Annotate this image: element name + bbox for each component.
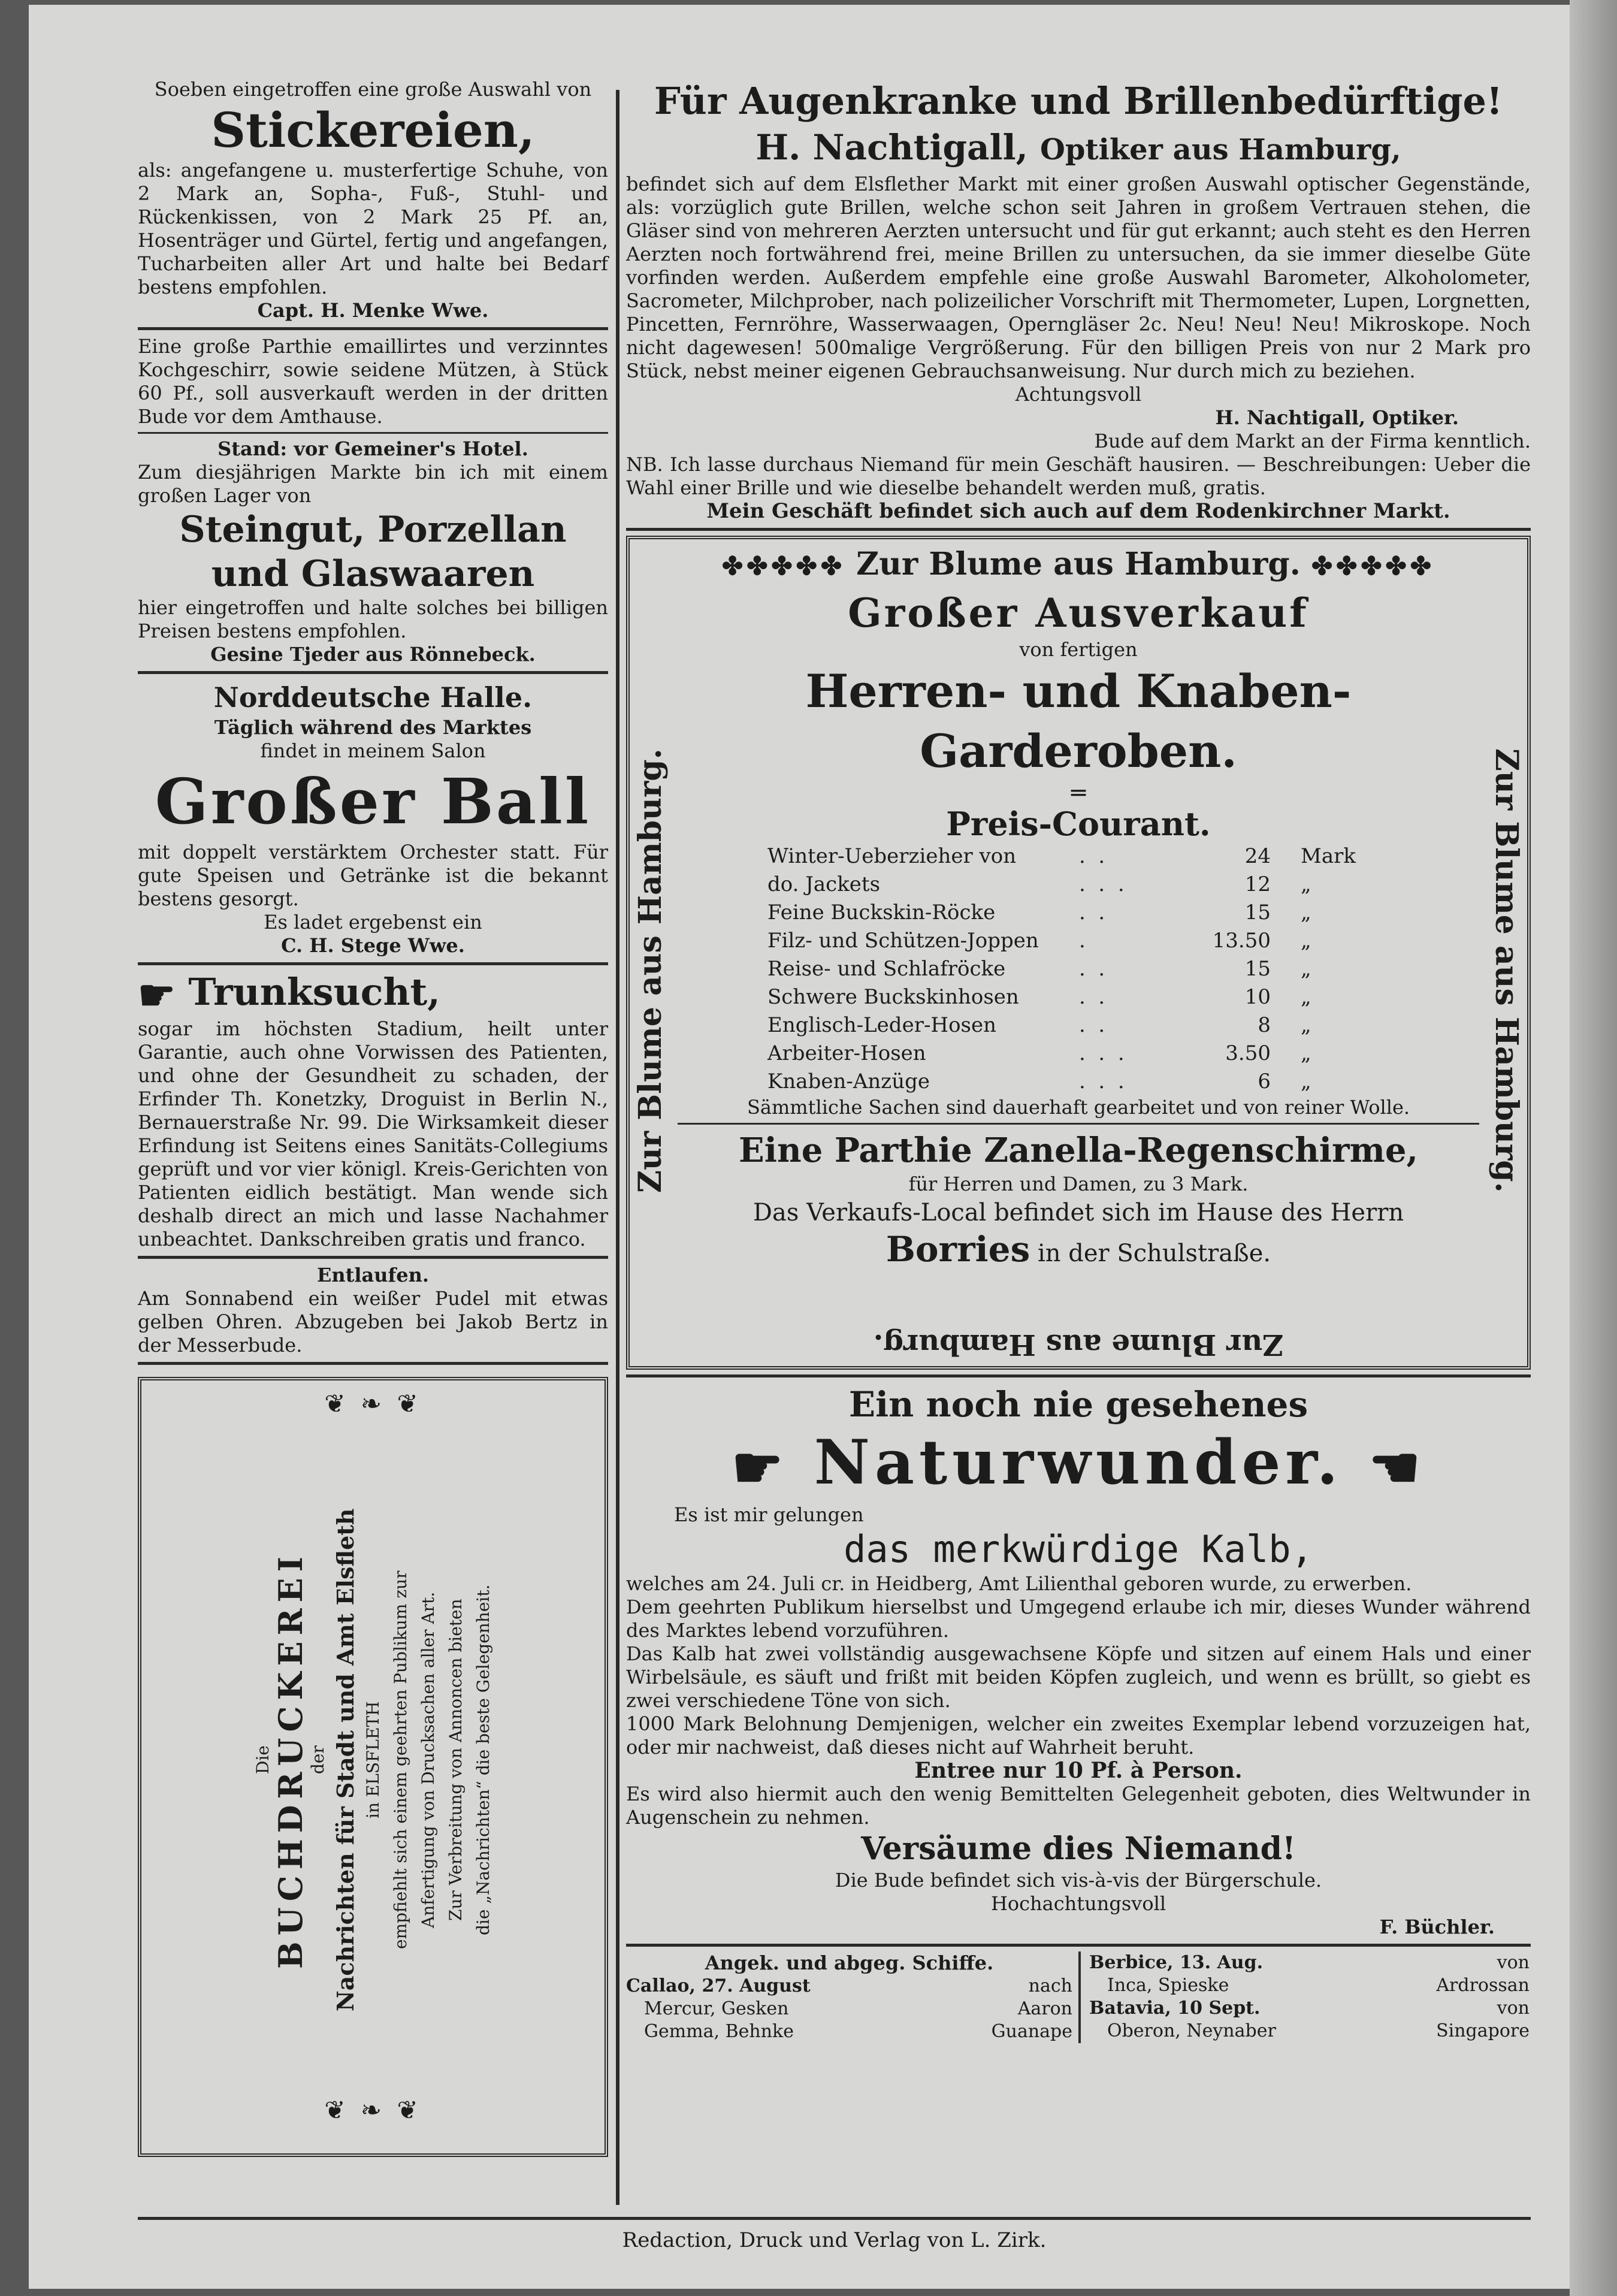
price-row: Winter-Ueberzieher von . . 24 Mark bbox=[767, 844, 1356, 868]
separator bbox=[138, 432, 608, 434]
steingut-body: hier eingetroffen und halte solches bei billigen Preisen bestens empfohlen. bbox=[138, 596, 608, 642]
separator bbox=[138, 962, 608, 965]
buchdruckerei-line5: in ELSFLETH bbox=[362, 1701, 383, 1818]
buchdruckerei-line7: Anfertigung von Drucksachen aller Art. bbox=[418, 1591, 438, 1928]
ship-row: Gemma, Behnke Guanape bbox=[644, 2021, 1072, 2043]
ship-row: Inca, Spieske Ardrossan bbox=[1107, 1975, 1530, 1996]
stickereien-title: Stickereien, bbox=[211, 102, 535, 158]
umbrella-title: Eine Parthie Zanella-Regenschirme, bbox=[739, 1131, 1418, 1170]
ornament-top-icon: ❦ ❧ ❦ bbox=[324, 1389, 422, 1418]
stickereien-signature: Capt. H. Menke Wwe. bbox=[257, 299, 489, 322]
ad-entlaufen bbox=[138, 1264, 608, 1357]
naturwunder-title: Naturwunder. bbox=[814, 1427, 1343, 1499]
naturwunder-body5: Es wird also hiermit auch den wenig Bemittelten Gelegenheit geboten, dies Weltwunder in Augenschein zu nehmen. bbox=[626, 1783, 1531, 1829]
halle-body: mit doppelt verstärktem Orchester statt. Für gute Speisen und Getränke ist die bekannt bestens gesorgt. bbox=[138, 841, 608, 910]
halle-line2: findet in meinem Salon bbox=[260, 739, 486, 762]
naturwunder-top: Ein noch nie gesehenes bbox=[848, 1384, 1308, 1425]
buchdruckerei-line4: Nachrichten für Stadt und Amt Elsfleth bbox=[331, 1508, 359, 2011]
ship-row: Oberon, Neynaber Singapore bbox=[1107, 2020, 1530, 2042]
optiker-name-suffix: Optiker aus Hamburg, bbox=[1040, 133, 1401, 167]
umbrella-sub: für Herren und Damen, zu 3 Mark. bbox=[908, 1173, 1249, 1195]
blume-note: Sämmtliche Sachen sind dauerhaft gearbeitet und von reiner Wolle. bbox=[746, 1096, 1410, 1119]
right-column bbox=[626, 78, 1531, 2043]
naturwunder-bude: Die Bude befindet sich vis-à-vis der Bürgerschule. bbox=[835, 1869, 1322, 1892]
price-row: Filz- und Schützen-Joppen . 13.50 „ bbox=[767, 929, 1311, 953]
optiker-body: befindet sich auf dem Elsflether Markt mit einer großen Auswahl optischer Gegenstände, als: vorzüglich gute Brillen, welche schon seit Jahren in großem Vertrauen stehen, die Gläser sind von mehreren Aerzten untersucht und für gut erkannt; auch steht es den Herren Aerzten noch fortwährend frei, meine Brillen zu untersuchen, da sie immer dieselbe Güte vorfinden werden. Außerdem empfehle eine große Auswahl Barometer, Alkoholometer, Sacrometer, Milchprober, nach polizeilicher Vorschrift mit Thermometer, Lupen, Lorgnetten, Pincetten, Fernröhre, Wasserwaagen, Operngläser 2c. Neu! Neu! Neu! Mikroskope. Noch nicht dagewesen! 500malige Vergrößerung. Für den billigen Preis von nur 2 Mark pro Stück, nebst meiner eigenen Gebrauchsanweisung. Nur durch mich zu beziehen. bbox=[626, 173, 1531, 382]
buchdruckerei-line1: Die bbox=[252, 1745, 273, 1774]
stickereien-intro: Soeben eingetroffen eine große Auswahl von bbox=[154, 78, 592, 101]
optiker-bude: Bude auf dem Markt an der Firma kenntlich. bbox=[1094, 430, 1531, 452]
naturwunder-intro: Es ist mir gelungen bbox=[674, 1503, 864, 1527]
buchdruckerei-line6: empfiehlt sich einem geehrten Publikum zur bbox=[390, 1570, 410, 1949]
pointing-hand-left-icon: ☚ bbox=[1368, 1433, 1425, 1502]
ship-row: Mercur, Gesken Aaron bbox=[644, 1998, 1072, 2020]
blume-big: Herren- und Knaben-Garderoben. bbox=[805, 664, 1352, 778]
price-row: Reise- und Schlafröcke . . 15 „ bbox=[767, 957, 1311, 981]
halle-title: Norddeutsche Halle. bbox=[213, 681, 533, 714]
naturwunder-signature: F. Büchler. bbox=[1379, 1916, 1495, 1939]
naturwunder-body3: Das Kalb hat zwei vollständig ausgewachsene Köpfe und sitzen auf einem Hals und einer Wirbelsäule, es säuft und frißt mit beiden Köpfen zugleich, und wenn es brüllt, so giebt es zwei verschiedene Töne von sich. bbox=[626, 1642, 1531, 1712]
buchdruckerei-line8: Zur Verbreitung von Annoncen bieten bbox=[445, 1599, 466, 1921]
naturwunder-entree: Entree nur 10 Pf. à Person. bbox=[914, 1758, 1243, 1784]
page-edge bbox=[1570, 0, 1617, 2296]
blume-top: Zur Blume aus Hamburg. bbox=[856, 546, 1301, 582]
ships-left bbox=[626, 1951, 1081, 2043]
blume-borries: Borries bbox=[885, 1229, 1030, 1270]
ad-stickereien bbox=[138, 78, 608, 322]
buchdruckerei-line9: die „Nachrichten“ die beste Gelegenheit. bbox=[473, 1584, 493, 1935]
optiker-regards: Achtungsvoll bbox=[1015, 383, 1142, 406]
optiker-signature: H. Nachtigall, Optiker. bbox=[1215, 406, 1459, 429]
price-row: Schwere Buckskinhosen . . 10 „ bbox=[767, 985, 1311, 1009]
blume-frame-bottom: Zur Blume aus Hamburg. bbox=[873, 1328, 1284, 1361]
price-list bbox=[767, 842, 1479, 1096]
blume-frame-left: Zur Blume aus Hamburg. bbox=[632, 748, 669, 1193]
divider-icon: ═ bbox=[1071, 780, 1086, 807]
halle-signature: C. H. Stege Wwe. bbox=[281, 934, 465, 957]
steingut-stand: Stand: vor Gemeiner's Hotel. bbox=[217, 437, 528, 460]
naturwunder-body4: 1000 Mark Belohnung Demjenigen, welcher ein zweites Exemplar lebend vorzuzeigen hat, oder mir nachweist, daß dieses nicht auf Wahrheit beruht. bbox=[626, 1712, 1531, 1759]
price-row: Knaben-Anzüge . . . 6 „ bbox=[767, 1070, 1311, 1093]
halle-line1: Täglich während des Marktes bbox=[214, 716, 532, 739]
separator bbox=[626, 1944, 1531, 1947]
separator bbox=[138, 327, 608, 330]
blume-title: Großer Ausverkauf bbox=[848, 590, 1309, 636]
optiker-name: H. Nachtigall, bbox=[755, 127, 1028, 168]
ornament-right-icon: ✤✤✤✤✤ bbox=[1311, 551, 1435, 581]
price-row: do. Jackets . . . 12 „ bbox=[767, 872, 1311, 896]
naturwunder-body2: Dem geehrten Publikum hierselbst und Umgegend erlaube ich mir, dieses Wunder während des Marktes lebend vorzuführen. bbox=[626, 1596, 1531, 1642]
ad-trunksucht bbox=[138, 970, 608, 1251]
steingut-title: Steingut, Porzellan und Glaswaaren bbox=[179, 509, 567, 595]
separator bbox=[138, 1362, 608, 1365]
ornament-bottom-icon: ❦ ❧ ❦ bbox=[324, 2095, 422, 2125]
optiker-nb: NB. Ich lasse durchaus Niemand für mein Geschäft hausiren. — Beschreibungen: Ueber die Wahl einer Brille und wie dieselbe behandelt werden muß, gratis. bbox=[626, 453, 1531, 499]
halle-big: Großer Ball bbox=[155, 765, 591, 838]
steingut-intro: Zum diesjährigen Markte bin ich mit einem großen Lager von bbox=[138, 461, 608, 507]
ad-optiker bbox=[626, 78, 1531, 523]
pointing-hand-right-icon: ☛ bbox=[732, 1433, 788, 1502]
price-row: Arbeiter-Hosen . . . 3.50 „ bbox=[767, 1041, 1311, 1065]
naturwunder-regards: Hochachtungsvoll bbox=[990, 1892, 1166, 1916]
halle-invite: Es ladet ergebenst ein bbox=[264, 911, 482, 933]
stickereien-body: als: angefangene u. musterfertige Schuhe, von 2 Mark an, Sopha-, Fuß-, Stuhl- und Rückenkissen, von 2 Mark 25 Pf. an, Hosenträger und Gürtel, fertig und angefangen, Tucharbeiten aller Art und halte bei Bedarf bestens empfohlen. bbox=[138, 159, 608, 298]
naturwunder-slogan: Versäume dies Niemand! bbox=[861, 1830, 1296, 1868]
entlaufen-title: Entlaufen. bbox=[316, 1264, 430, 1286]
blume-frame-right: Zur Blume aus Hamburg. bbox=[1488, 748, 1525, 1193]
blume-sub: von fertigen bbox=[1019, 638, 1138, 661]
ad-blume-frame bbox=[626, 536, 1531, 1370]
steingut-signature: Gesine Tjeder aus Rönnebeck. bbox=[210, 643, 536, 666]
ship-row: Berbice, 13. Aug. von bbox=[1089, 1952, 1530, 1974]
price-row: Feine Buckskin-Röcke . . 15 „ bbox=[767, 901, 1311, 925]
ships-title: Angek. und abgeg. Schiffe. bbox=[705, 1951, 994, 1975]
entlaufen-body: Am Sonnabend ein weißer Pudel mit etwas gelben Ohren. Abzugeben bei Jakob Bertz in der Messerbude. bbox=[138, 1287, 608, 1357]
separator bbox=[138, 671, 608, 674]
trunksucht-title: Trunksucht, bbox=[188, 970, 440, 1014]
separator bbox=[626, 1374, 1531, 1377]
blume-borries-suffix: in der Schulstraße. bbox=[1037, 1240, 1271, 1267]
separator bbox=[626, 528, 1531, 531]
ships-table bbox=[626, 1951, 1531, 2043]
ship-row: Callao, 27. August nach bbox=[626, 1975, 1072, 1997]
left-column bbox=[138, 78, 608, 2157]
ornament-left-icon: ✤✤✤✤✤ bbox=[722, 551, 846, 581]
footer-rule bbox=[138, 2217, 1531, 2220]
optiker-footer: Mein Geschäft befindet sich auch auf dem Rodenkirchner Markt. bbox=[706, 499, 1450, 523]
column-rule bbox=[616, 90, 619, 2205]
separator bbox=[138, 1256, 608, 1259]
separator bbox=[678, 1123, 1479, 1125]
trunksucht-body: sogar im höchsten Stadium, heilt unter Garantie, auch ohne Vorwissen des Patienten, und ohne der Gesundheit zu schaden, der Erfinder Th. Konetzky, Droguist in Berlin N., Bernauerstraße Nr. 99. Die Wirksamkeit dieser Erfindung ist Seitens eines Sanitäts-Collegiums geprüft und vor vier königl. Kreis-Gerichten von Patienten eidlich bestätigt. Man wende sich deshalb direct an mich und lasse Nachahmer unbeachtet. Dankschreiben gratis und franco. bbox=[138, 1017, 608, 1250]
buchdruckerei-line2: BUCHDRUCKEREI bbox=[271, 1551, 310, 1969]
naturwunder-kalb: das merkwürdige Kalb, bbox=[844, 1527, 1313, 1572]
ad-kochgeschirr bbox=[138, 335, 608, 428]
ad-buchdruckerei bbox=[138, 1377, 608, 2157]
blume-local: Das Verkaufs-Local befindet sich im Hause des Herrn bbox=[752, 1199, 1404, 1226]
ad-steingut bbox=[138, 437, 608, 666]
ad-halle bbox=[138, 679, 608, 957]
pointing-hand-icon: ☛ bbox=[138, 970, 176, 1020]
price-title: Preis-Courant. bbox=[946, 805, 1211, 843]
kochgeschirr-body: Eine große Parthie emaillirtes und verzinntes Kochgeschirr, sowie seidene Mützen, à Stück 60 Pf., soll ausverkauft werden in der dritten Bude vor dem Amthause. bbox=[138, 335, 608, 428]
imprint: Redaction, Druck und Verlag von L. Zirk. bbox=[622, 2228, 1047, 2252]
buchdruckerei-line3: der bbox=[307, 1745, 328, 1774]
optiker-headline: Für Augenkranke und Brillenbedürftige! bbox=[654, 79, 1503, 123]
naturwunder-body1: welches am 24. Juli cr. in Heidberg, Amt Lilienthal geboren wurde, zu erwerben. bbox=[626, 1572, 1412, 1596]
ships-right bbox=[1081, 1951, 1530, 2043]
price-row: Englisch-Leder-Hosen . . 8 „ bbox=[767, 1013, 1311, 1037]
ad-naturwunder bbox=[626, 1382, 1531, 1939]
ship-row: Batavia, 10 Sept. von bbox=[1089, 1998, 1530, 2019]
